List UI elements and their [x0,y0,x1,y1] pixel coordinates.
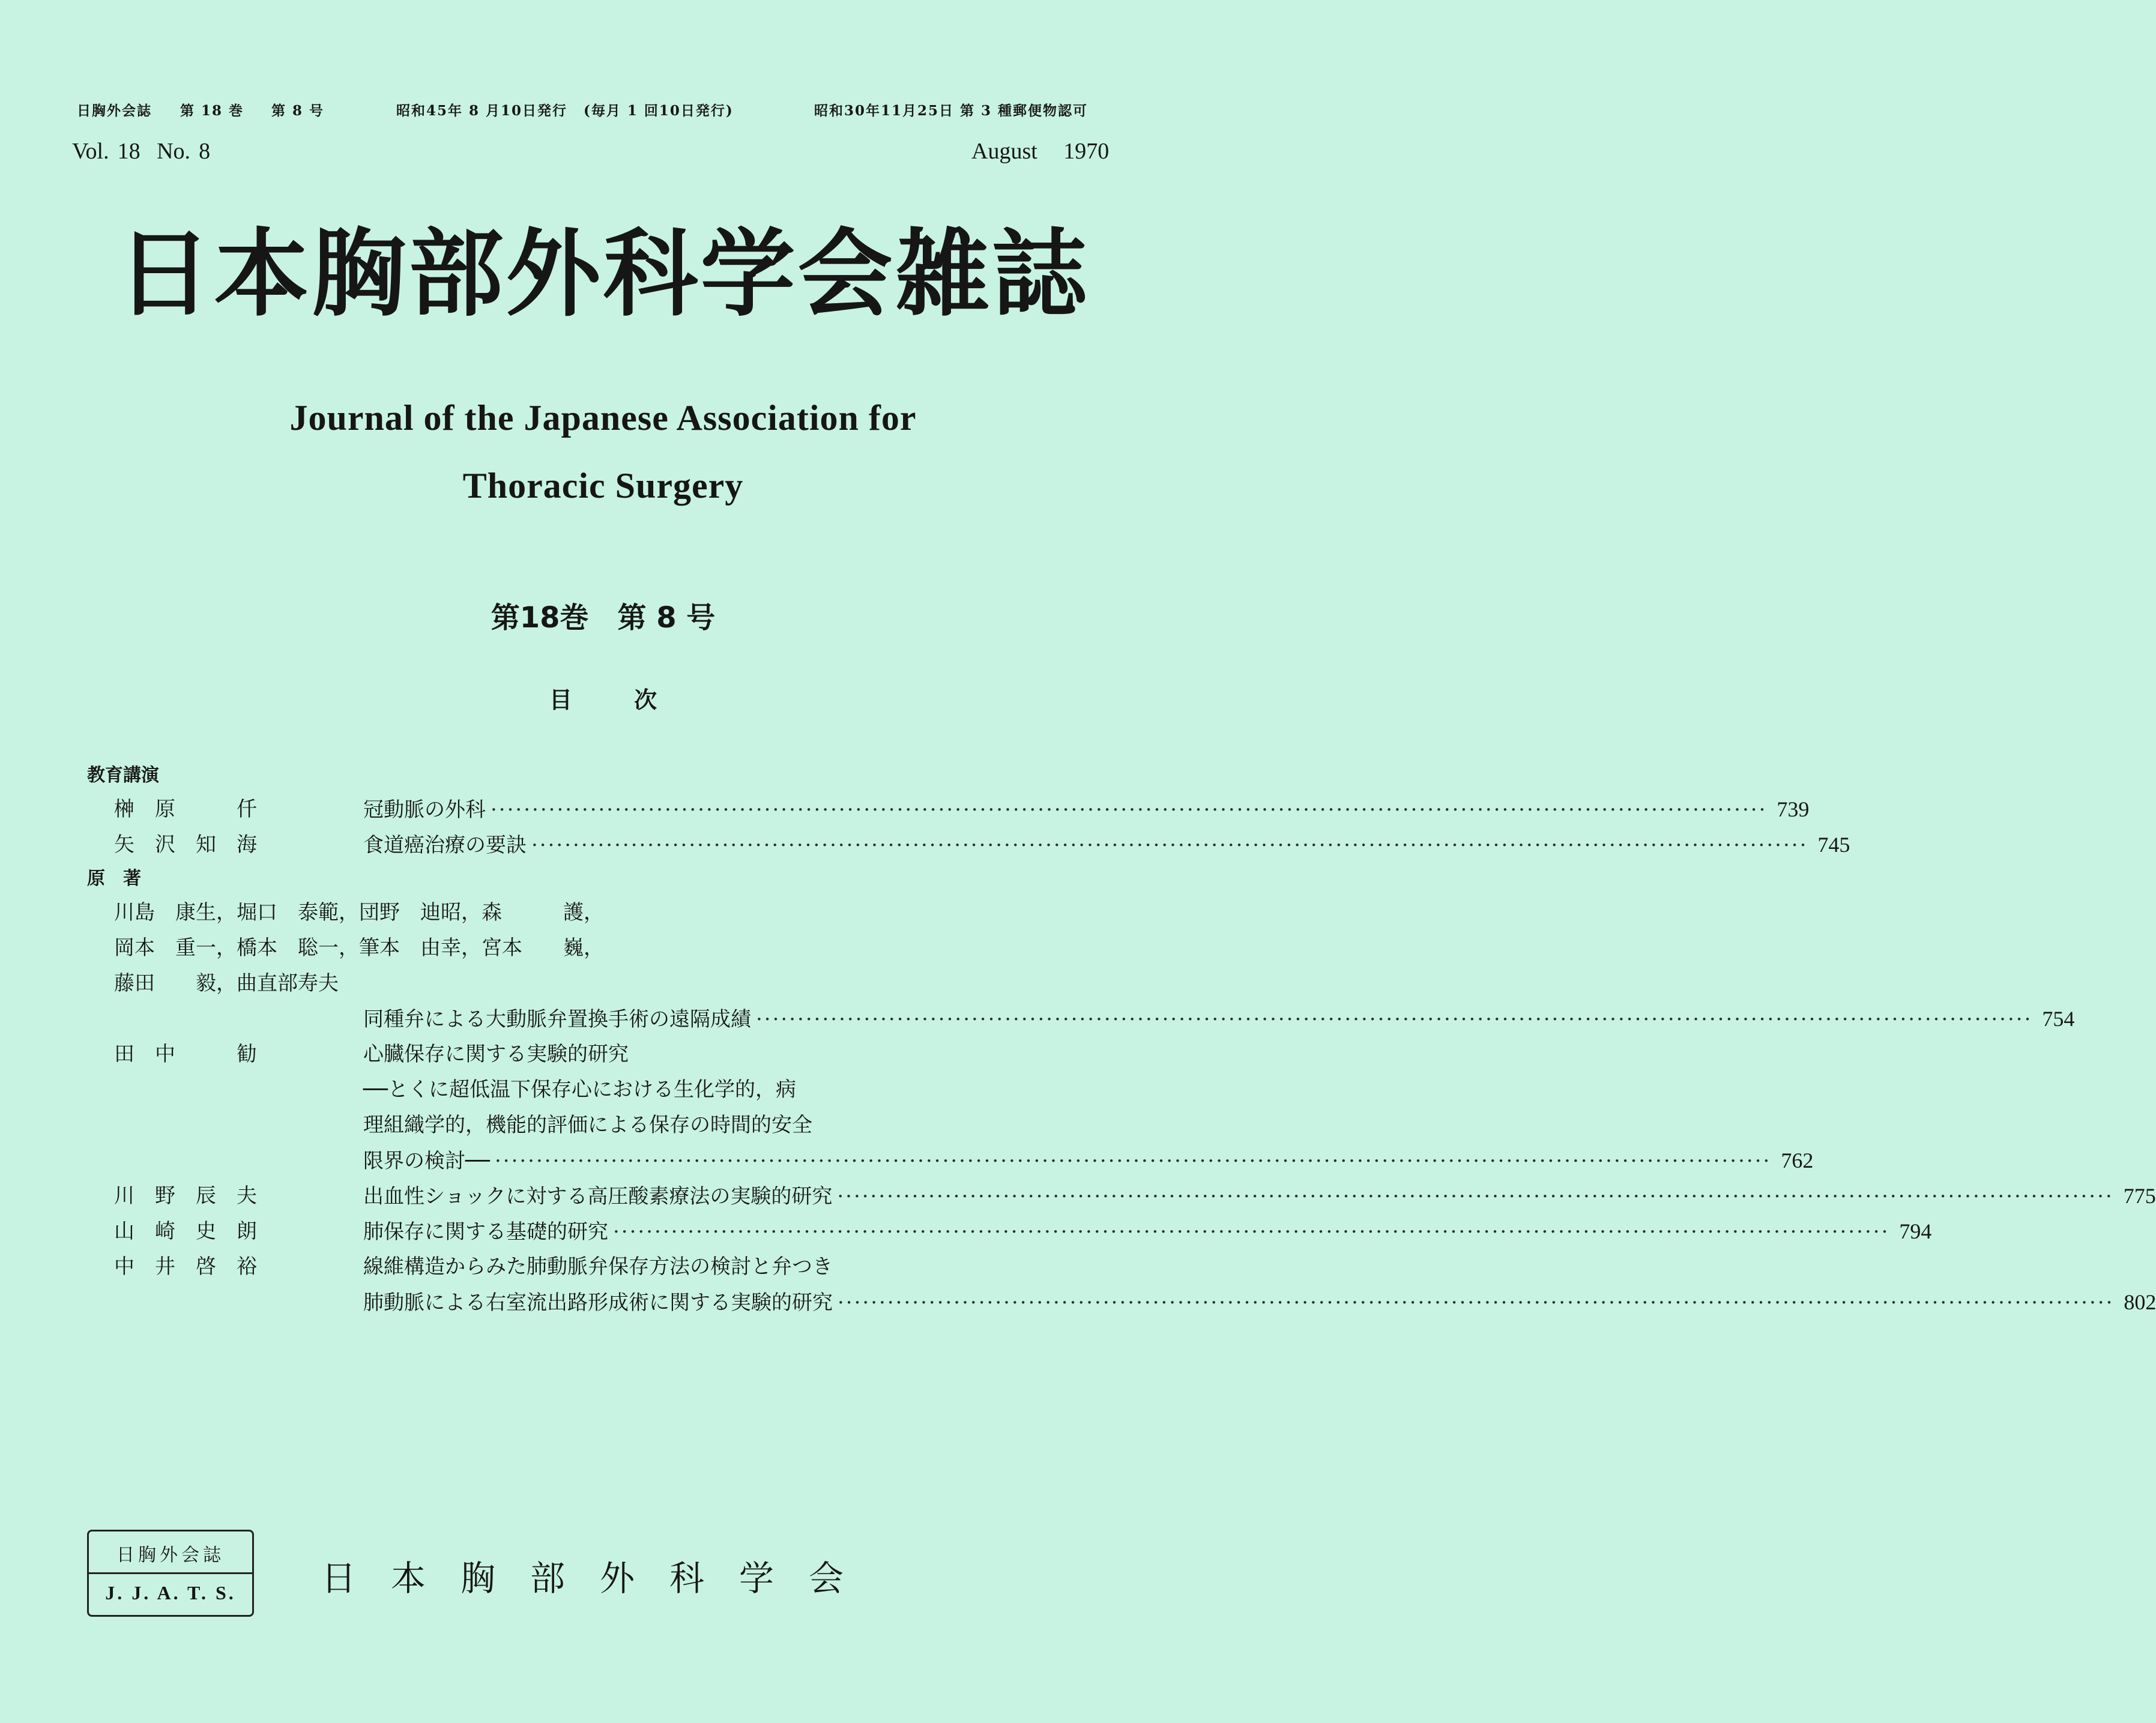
entry-title: 心臓保存に関する実験的研究 [363,1042,629,1066]
entry-title: 線維構造からみた肺動脈弁保存方法の検討と弁つき [363,1255,833,1279]
entry-title: 出血性ショックに対する高圧酸素療法の実験的研究 [363,1184,833,1209]
postal-permit: 昭和30年11月25日 第 3 種郵便物認可 [814,103,1089,119]
toc-entry[interactable] [87,1214,1932,1249]
vol-num: 18 [117,139,140,164]
leader-dots: ·························································································································································· [756,1007,2033,1031]
leader-dots: ·························································································································································· [837,1184,2114,1209]
publish-date: 昭和45年 8 月10日発行 [396,103,568,119]
entry-title: 肺動脈による右室流出路形成術に関する実験的研究 [363,1291,833,1315]
leader-dots: ·························································································································································· [494,1149,1772,1173]
stamp-divider [89,1572,252,1574]
vol-label: Vol. [72,139,109,164]
toc-author-line [87,895,1117,931]
toc-author-line [87,931,1117,966]
entry-authors: 岡本 重一，橋本 聡一，筆本 由幸，宮本 巍， [114,936,604,960]
leader-dots: ·························································································································································· [531,833,1808,857]
entry-authors: 藤田 毅，曲直部寿夫 [114,971,339,995]
toc-entry[interactable] [87,792,1810,827]
publisher-name: 日本胸部外科学会 [321,1558,879,1599]
volume-jp: 第 18 巻 [180,103,244,119]
table-of-contents [87,759,2156,1320]
journal-title-english-line2: Thoracic Surgery [462,466,744,505]
entry-page: 762 [1781,1148,1814,1172]
contents-heading: 目 次 [549,687,657,713]
entry-author: 中 井 啓 裕 [114,1255,257,1279]
no-num: 8 [199,139,211,164]
toc-entry[interactable] [87,1001,2075,1037]
entry-title: 食道癌治療の要訣 [363,833,527,857]
entry-page: 745 [1817,833,1850,857]
journal-title-japanese: 日本胸部外科学会雑誌 [116,219,1090,330]
entry-title: 肺保存に関する基礎的研究 [363,1220,608,1244]
stamp-english: J. J. A. T. S. [105,1582,236,1604]
no-label: No. [157,139,191,164]
leader-dots: ·························································································································································· [838,1291,2115,1315]
entry-author: 山 崎 史 朗 [114,1219,257,1243]
stamp-japanese: 日胸外会誌 [116,1545,225,1566]
issue-jp: 第 8 号 [271,103,325,119]
publish-schedule: (毎月 1 回10日発行) [584,103,734,119]
entry-page: 794 [1899,1219,1932,1243]
entry-title: 冠動脈の外科 [363,798,486,822]
toc-entry[interactable] [87,1249,1117,1285]
entry-page: 775 [2123,1184,2156,1208]
issue-year: 1970 [1063,139,1110,164]
entry-subtitle: ──とくに超低温下保存心における生化学的，病 [363,1078,796,1102]
volume-issue-heading: 第18巻 第 8 号 [491,601,716,635]
issue-month: August [971,139,1037,164]
volume-number [72,138,221,164]
entry-authors: 川島 康生，堀口 泰範，団野 迪昭，森 護， [114,901,604,925]
journal-abbreviation-stamp [87,1530,254,1617]
toc-entry[interactable] [87,1178,2156,1214]
toc-entry[interactable] [87,827,1850,863]
entry-subtitle: 理組織学的，機能的評価による保存の時間的安全 [363,1113,812,1137]
toc-author-line [87,966,1117,1001]
entry-author: 田 中 勧 [114,1042,257,1066]
toc-title-continuation [87,1108,1117,1143]
entry-author: 矢 沢 知 海 [114,833,257,857]
leader-dots: ·························································································································································· [613,1220,1890,1244]
entry-subtitle: 限界の検討── [363,1149,490,1173]
toc-entry[interactable] [87,1037,1117,1072]
toc-title-continuation [87,1072,1117,1108]
journal-title-english-line1: Journal of the Japanese Association for [289,398,917,438]
entry-page: 802 [2124,1290,2156,1314]
section-heading: 教育講演 [87,765,159,786]
entry-author: 榊 原 仟 [114,797,257,821]
issue-date [971,138,1109,164]
journal-abbrev: 日胸外会誌 [77,103,152,119]
leader-dots: ·························································································································································· [491,798,1768,822]
section-heading: 原 著 [87,868,141,889]
toc-entry[interactable] [87,1143,1814,1178]
entry-page: 754 [2042,1007,2075,1031]
entry-page: 739 [1777,797,1810,821]
toc-entry[interactable] [87,1285,2156,1320]
entry-author: 川 野 辰 夫 [114,1184,257,1208]
entry-title: 同種弁による大動脈弁置換手術の遠隔成績 [363,1007,751,1031]
